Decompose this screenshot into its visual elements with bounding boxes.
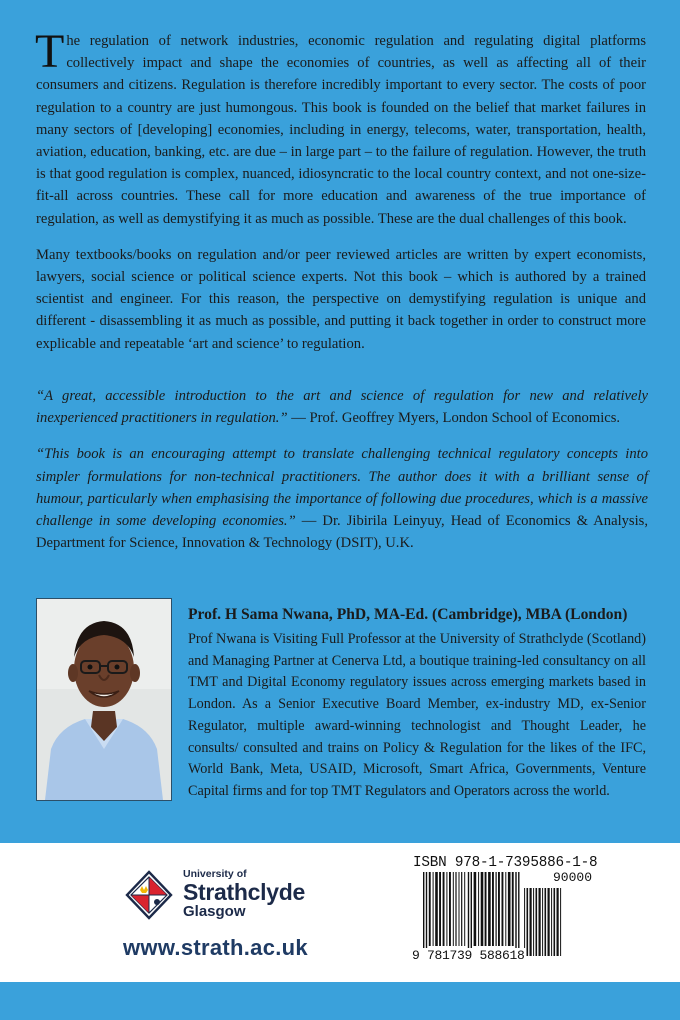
addon-bar bbox=[560, 888, 561, 956]
barcode-bar bbox=[459, 872, 460, 946]
endorsements bbox=[36, 385, 648, 554]
addon-bar bbox=[548, 888, 550, 956]
barcode-bar bbox=[453, 872, 454, 946]
barcode-bar bbox=[461, 872, 462, 946]
isbn-label: ISBN 978-1-7395886-1-8 bbox=[413, 855, 598, 871]
endorsement-2 bbox=[36, 443, 648, 554]
university-logo-wordmark bbox=[183, 868, 305, 920]
back-cover-blurb bbox=[35, 25, 646, 355]
addon-bar bbox=[554, 888, 556, 956]
barcode-bar bbox=[433, 872, 434, 946]
addon-bar bbox=[530, 888, 532, 956]
price-code-digits: 90000 bbox=[553, 870, 593, 885]
barcode-bar bbox=[474, 872, 477, 946]
barcode-bar bbox=[464, 872, 465, 946]
author-portrait-illustration bbox=[37, 599, 171, 800]
blurb-paragraph-1-text: he regulation of network industries, economic regulation and regulating digital platforms collectively impact and shape the economies of countries, as well as affecting all of their consumers and citizens. Regulation is therefore incredibly important to every sector. The costs of poor regulation to a country are just humongous. This book is founded on the belief that market failures in many sectors of [developing] economies, including in energy, telecoms, water, transportation, health, aviation, education, banking, etc. are due – in large part – to the failure of regulation. However, the truth is that good regulation is complex, nuanced, idiosyncratic to the local country context, and not one-size-fit-all across countries. These call for more education and awareness of the true importance of regulation, as well as demystifying it as much as possible. These are the dual challenges of this book. bbox=[36, 33, 646, 227]
university-website: www.strath.ac.uk bbox=[123, 935, 308, 960]
barcode-bar bbox=[508, 872, 511, 946]
endorsement-2-quote: “This book is an encouraging attempt to translate challenging technical regulatory concepts into simpler formulations for non-technical practitioners. The author does it with a brilliant sense of humour, particularly when emphasising the importance of following due procedures, which is a massive challenge in some developing economies.” bbox=[36, 446, 648, 530]
endorsement-1-quote: “A great, accessible introduction to the art and science of regulation for new and relatively inexperienced practitioners in regulation.” bbox=[36, 388, 648, 427]
barcode-bar bbox=[488, 872, 491, 946]
barcode-bar bbox=[478, 872, 479, 946]
logo-line-glasgow: Glasgow bbox=[183, 903, 246, 920]
barcode-bar bbox=[492, 872, 494, 946]
barcode-bar bbox=[435, 872, 438, 946]
addon-bar bbox=[545, 888, 547, 956]
blurb-paragraph-1 bbox=[35, 25, 646, 230]
author-name-credentials: Prof. H Sama Nwana, PhD, MA-Ed. (Cambridge), MBA (London) bbox=[188, 606, 628, 623]
university-crest-icon bbox=[124, 870, 174, 920]
barcode-bar bbox=[423, 872, 424, 956]
barcode-bar bbox=[518, 872, 519, 956]
barcode-bar bbox=[446, 872, 447, 946]
addon-bar bbox=[539, 888, 541, 956]
addon-bar bbox=[557, 888, 559, 956]
barcode-bar bbox=[429, 872, 431, 946]
addon-bar bbox=[542, 888, 543, 956]
barcode-bar bbox=[439, 872, 441, 946]
addon-bar bbox=[524, 888, 525, 956]
logo-line-university-of: University of bbox=[183, 868, 247, 880]
bottom-color-band bbox=[0, 982, 680, 1020]
barcode-bar bbox=[515, 872, 516, 956]
barcode-bar bbox=[471, 872, 472, 956]
addon-bar bbox=[533, 888, 534, 956]
barcode-bar bbox=[485, 872, 487, 946]
blurb-paragraph-2: Many textbooks/books on regulation and/or peer reviewed articles are written by expert economists, lawyers, social science or political science experts. Not this book – which is authored by a trained scientist and engineer. For this reason, the perspective on demystifying regulation is unique and different - disassembling it as much as possible, and putting it back together in order to construct more explicable and repeatable ‘art and science’ to regulation. bbox=[36, 246, 646, 352]
endorsement-2-attribution: — Dr. Jibirila Leinyuy, Head of Economics & Analysis, Department for Science, Innovation & Technology (DSIT), U.K. bbox=[36, 513, 648, 552]
addon-bar bbox=[551, 888, 552, 956]
addon-bar bbox=[536, 888, 538, 956]
barcode-bar bbox=[496, 872, 497, 946]
barcode-bar bbox=[449, 872, 451, 946]
barcode-bar bbox=[426, 872, 427, 956]
barcode-bar bbox=[468, 872, 469, 956]
barcode-bar bbox=[512, 872, 514, 946]
author-bio bbox=[188, 629, 646, 803]
drop-cap: T bbox=[35, 25, 65, 78]
addon-bar bbox=[527, 888, 529, 956]
author-photo bbox=[36, 598, 172, 801]
endorsement-1 bbox=[36, 385, 648, 429]
barcode-bar bbox=[455, 872, 456, 946]
barcode-bar bbox=[443, 872, 445, 946]
logo-line-strathclyde: Strathclyde bbox=[183, 879, 305, 905]
barcode-bar bbox=[502, 872, 504, 946]
barcode-bar bbox=[505, 872, 506, 946]
barcode-bar bbox=[481, 872, 484, 946]
endorsement-1-attribution: — Prof. Geoffrey Myers, London School of Economics. bbox=[287, 410, 621, 427]
ean-digits: 9 781739 588618 bbox=[412, 948, 525, 963]
author-bio-text: Prof Nwana is Visiting Full Professor at the University of Strathclyde (Scotland) and Managing Partner at Cenerva Ltd, a boutique training-led consultancy on all TMT and Digital Economy regulatory issues across emerging markets based in London. As a Senior Executive Board Member, ex-industry MD, ex-Senior Regulator, multiple award-winning technologist and Thought Leader, he consults/ consulted and trains on Policy & Regulation for the likes of the IFC, World Bank, Meta, USAID, Microsoft, Smart Africa, Governments, Venture Capital firms and for top TMT Regulators and Operators across the world. bbox=[188, 631, 646, 799]
barcode-bar bbox=[498, 872, 500, 946]
